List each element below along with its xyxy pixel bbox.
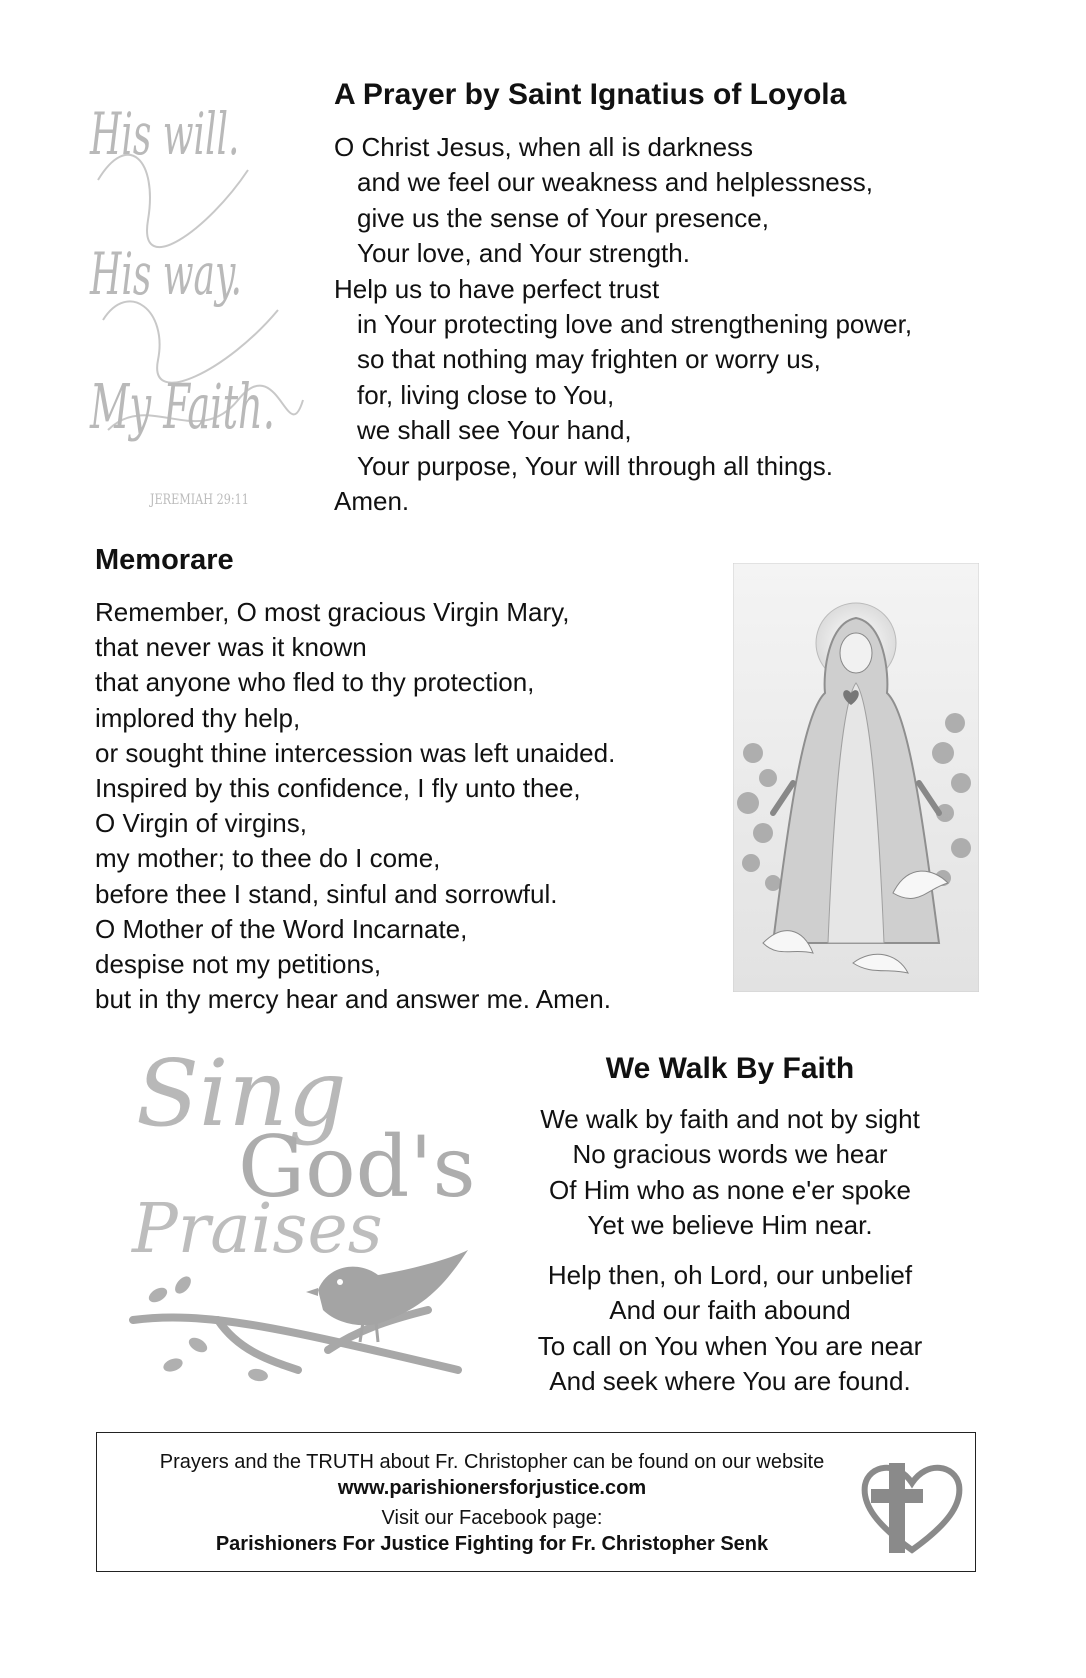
hymn-line: And our faith abound <box>609 1295 851 1326</box>
sing-gods-praises-art <box>128 1040 478 1390</box>
bird-on-branch-graphic <box>128 1250 478 1390</box>
hymn-line: We walk by faith and not by sight <box>540 1104 920 1134</box>
hymn-line: Of Him who as none e'er spoke <box>549 1174 911 1205</box>
prayer-line: we shall see Your hand, <box>357 415 632 446</box>
faith-stanza-2 <box>480 1258 980 1400</box>
prayer-line: Remember, O most gracious Virgin Mary, <box>95 597 570 627</box>
prayer-line: that never was it known <box>95 632 367 663</box>
his-way-text: His way. <box>90 240 242 308</box>
prayer-line: that anyone who fled to thy protection, <box>95 667 535 698</box>
faith-stanza-1 <box>480 1102 980 1244</box>
hymn-line: No gracious words we hear <box>572 1139 888 1170</box>
prayer-line: O Virgin of virgins, <box>95 808 307 839</box>
prayer-line: Your love, and Your strength. <box>357 238 690 269</box>
prayer-line: so that nothing may frighten or worry us, <box>357 344 821 375</box>
prayer-line: O Mother of the Word Incarnate, <box>95 913 468 944</box>
hymn-line: Yet we believe Him near. <box>587 1210 873 1241</box>
my-faith-text: My Faith. <box>90 370 275 443</box>
footer-website-intro: Prayers and the TRUTH about Fr. Christopher can be found on our website <box>159 1451 825 1473</box>
facebook-intro: Visit our Facebook page: <box>381 1507 603 1529</box>
prayer-line: and we feel our weakness and helplessness, <box>357 167 873 198</box>
prayer-line: or sought thine intercession was left unaided. <box>95 737 616 768</box>
his-will-text: His will. <box>90 100 240 168</box>
prayer-line: implored thy help, <box>95 702 301 733</box>
ignatius-prayer-body <box>334 130 912 519</box>
verse-reference: JEREMIAH 29:11 <box>150 492 249 508</box>
prayer-line: Amen. <box>334 486 410 517</box>
hymn-line: And seek where You are found. <box>549 1366 911 1397</box>
sing-text: Sing <box>136 1040 347 1147</box>
praises-text: Praises <box>132 1190 383 1269</box>
prayer-line: Inspired by this confidence, I fly unto thee, <box>95 773 581 804</box>
memorare-title: Memorare <box>95 544 234 576</box>
prayer-line: before thee I stand, sinful and sorrowful. <box>95 878 558 909</box>
facebook-page-name[interactable]: Parishioners For Justice Fighting for Fr. Christopher Senk <box>215 1533 769 1555</box>
cross-heart-icon <box>857 1455 967 1561</box>
prayer-line: O Christ Jesus, when all is darkness <box>334 132 754 162</box>
we-walk-by-faith-title: We Walk By Faith <box>605 1052 855 1085</box>
prayer-line: Your purpose, Your will through all things. <box>357 450 834 481</box>
prayer-line: in Your protecting love and strengthening power, <box>357 309 913 340</box>
prayer-line: but in thy mercy hear and answer me. Amen. <box>95 984 611 1015</box>
gods-text: God's <box>238 1118 476 1216</box>
his-will-his-way-art <box>88 70 318 520</box>
website-link[interactable]: www.parishionersforjustice.com <box>337 1477 647 1499</box>
prayer-line: for, living close to You, <box>357 379 615 410</box>
prayer-line: despise not my petitions, <box>95 949 382 980</box>
memorare-body <box>95 595 615 1017</box>
prayer-line: Help us to have perfect trust <box>334 273 660 304</box>
prayer-line: my mother; to thee do I come, <box>95 843 441 874</box>
virgin-mary-image <box>733 563 979 992</box>
footer-info-box <box>96 1432 976 1572</box>
hymn-line: To call on You when You are near <box>537 1330 923 1361</box>
hymn-line: Help then, oh Lord, our unbelief <box>547 1260 913 1290</box>
prayer-line: give us the sense of Your presence, <box>357 202 769 233</box>
virgin-mary-illustration <box>733 563 979 992</box>
ignatius-prayer-title: A Prayer by Saint Ignatius of Loyola <box>334 78 847 111</box>
